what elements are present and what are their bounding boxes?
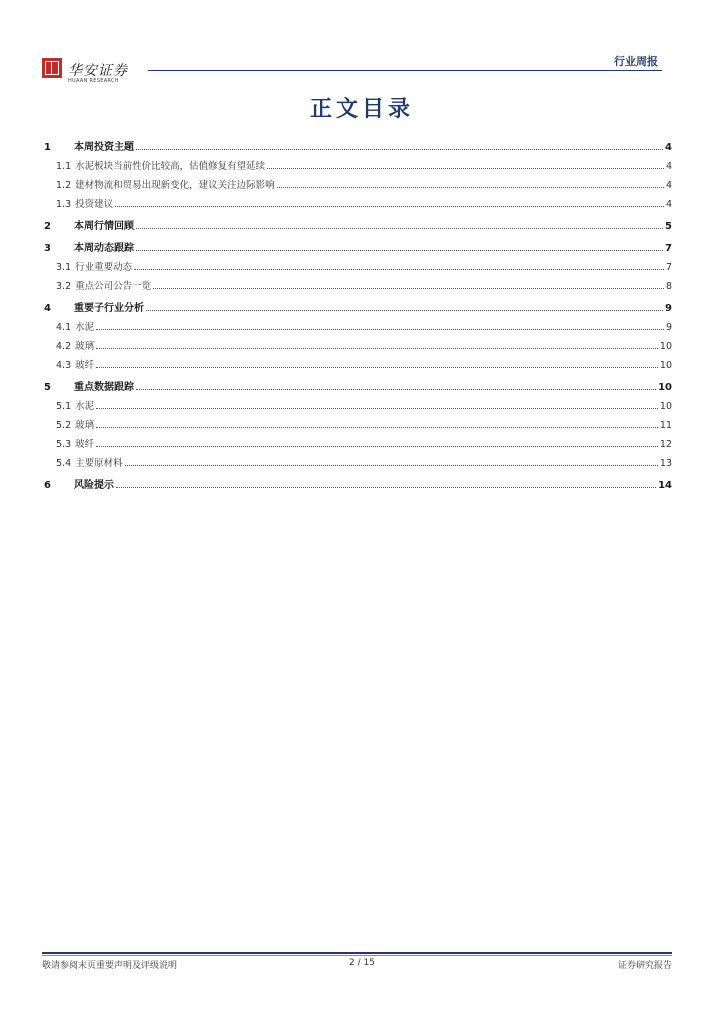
toc-section-entry[interactable]	[44, 153, 672, 172]
toc-entry-number: 4	[44, 303, 51, 314]
toc-entry-label: 水泥	[75, 322, 95, 333]
toc-entry-page: 4	[665, 199, 672, 210]
toc-entry-page: 9	[665, 322, 672, 333]
toc-entry-label: 重要子行业分析	[74, 303, 144, 314]
toc-section-entry[interactable]	[44, 273, 672, 292]
toc-section-entry[interactable]	[44, 191, 672, 210]
toc-entry-page: 11	[659, 420, 672, 431]
toc-entry-label: 本周投资主题	[74, 142, 134, 153]
toc-entry-number: 5	[44, 382, 51, 393]
page-header	[42, 50, 662, 84]
toc-entry-page: 10	[659, 401, 672, 412]
toc-leader-dots	[96, 408, 658, 409]
toc-entry-number: 2	[44, 221, 51, 232]
toc-entry-label: 水泥	[75, 401, 95, 412]
toc-section-entry[interactable]	[44, 172, 672, 191]
toc-entry-number: 4.3	[56, 360, 72, 371]
toc-entry-label: 本周行情回顾	[74, 221, 134, 232]
toc-section-entry[interactable]	[44, 254, 672, 273]
toc-entry-number: 3.2	[56, 281, 72, 292]
header-divider	[148, 70, 662, 71]
logo-seal-icon	[42, 58, 62, 78]
toc-entry-number: 3.1	[56, 262, 72, 273]
toc-entry-page: 8	[665, 281, 672, 292]
toc-leader-dots	[115, 206, 664, 207]
toc-chapter-entry[interactable]	[44, 235, 672, 254]
toc-entry-page: 7	[665, 243, 672, 254]
toc-entry-number: 1.1	[56, 161, 72, 172]
table-of-contents	[44, 134, 672, 491]
toc-entry-label: 水泥板块当前性价比较高，估值修复有望延续	[75, 161, 266, 172]
toc-entry-number: 4.1	[56, 322, 72, 333]
toc-entry-page: 4	[665, 142, 672, 153]
toc-entry-label: 玻璃	[75, 341, 95, 352]
toc-entry-label: 建材物流和贸易出现新变化，建议关注边际影响	[75, 180, 275, 191]
footer-divider	[42, 952, 672, 954]
toc-chapter-entry[interactable]	[44, 134, 672, 153]
toc-entry-label: 玻璃	[75, 420, 95, 431]
toc-leader-dots	[96, 446, 658, 447]
toc-entry-page: 14	[658, 480, 672, 491]
toc-chapter-entry[interactable]	[44, 295, 672, 314]
toc-chapter-entry[interactable]	[44, 472, 672, 491]
toc-chapter-entry[interactable]	[44, 213, 672, 232]
toc-entry-number: 5.4	[56, 458, 72, 469]
toc-leader-dots	[134, 269, 664, 270]
toc-entry-label: 玻纤	[75, 360, 95, 371]
toc-entry-number: 1	[44, 142, 51, 153]
toc-entry-label: 投资建议	[75, 199, 114, 210]
toc-entry-page: 10	[658, 382, 672, 393]
toc-section-entry[interactable]	[44, 314, 672, 333]
toc-entry-label: 本周动态跟踪	[74, 243, 134, 254]
toc-entry-number: 6	[44, 480, 51, 491]
toc-entry-label: 风险提示	[74, 480, 114, 491]
logo-english-name: HUAAN RESEARCH	[68, 78, 119, 84]
company-logo	[42, 54, 172, 84]
toc-entry-page: 10	[659, 360, 672, 371]
toc-entry-label: 重点数据跟踪	[74, 382, 134, 393]
toc-leader-dots	[96, 329, 664, 330]
toc-entry-page: 10	[659, 341, 672, 352]
toc-leader-dots	[136, 389, 656, 390]
toc-leader-dots	[136, 149, 663, 150]
toc-entry-page: 5	[665, 221, 672, 232]
report-type-label: 行业周报	[614, 55, 658, 68]
footer-doc-type: 证券研究报告	[617, 961, 672, 971]
toc-entry-number: 5.3	[56, 439, 72, 450]
toc-entry-page: 13	[659, 458, 672, 469]
toc-entry-number: 5.2	[56, 420, 72, 431]
toc-leader-dots	[146, 310, 663, 311]
toc-leader-dots	[116, 487, 656, 488]
toc-leader-dots	[136, 250, 663, 251]
page-indicator: 2 / 15	[349, 958, 375, 968]
footer-divider-thin	[42, 955, 672, 956]
toc-entry-label: 玻纤	[75, 439, 95, 450]
toc-section-entry[interactable]	[44, 431, 672, 450]
toc-entry-number: 3	[44, 243, 51, 254]
toc-entry-page: 4	[665, 180, 672, 191]
toc-leader-dots	[96, 367, 658, 368]
footer-disclaimer: 敬请参阅末页重要声明及评级说明	[42, 961, 178, 971]
toc-entry-page: 7	[665, 262, 672, 273]
toc-entry-label: 重点公司公告一览	[75, 281, 152, 292]
toc-section-entry[interactable]	[44, 352, 672, 371]
toc-leader-dots	[136, 228, 663, 229]
toc-entry-label: 行业重要动态	[75, 262, 133, 273]
toc-chapter-entry[interactable]	[44, 374, 672, 393]
toc-entry-number: 1.2	[56, 180, 72, 191]
toc-leader-dots	[96, 427, 658, 428]
page-title: 正文目录	[309, 97, 414, 122]
toc-entry-page: 4	[665, 161, 672, 172]
toc-leader-dots	[267, 168, 664, 169]
toc-section-entry[interactable]	[44, 333, 672, 352]
toc-entry-number: 4.2	[56, 341, 72, 352]
toc-entry-number: 1.3	[56, 199, 72, 210]
toc-leader-dots	[277, 187, 664, 188]
toc-section-entry[interactable]	[44, 393, 672, 412]
toc-section-entry[interactable]	[44, 450, 672, 469]
toc-leader-dots	[96, 348, 658, 349]
toc-entry-page: 12	[659, 439, 672, 450]
toc-section-entry[interactable]	[44, 412, 672, 431]
toc-entry-page: 9	[665, 303, 672, 314]
toc-entry-label: 主要原材料	[75, 458, 123, 469]
toc-leader-dots	[153, 288, 664, 289]
toc-leader-dots	[125, 465, 658, 466]
logo-chinese-name: 华安证券	[68, 63, 128, 79]
toc-entry-number: 5.1	[56, 401, 72, 412]
